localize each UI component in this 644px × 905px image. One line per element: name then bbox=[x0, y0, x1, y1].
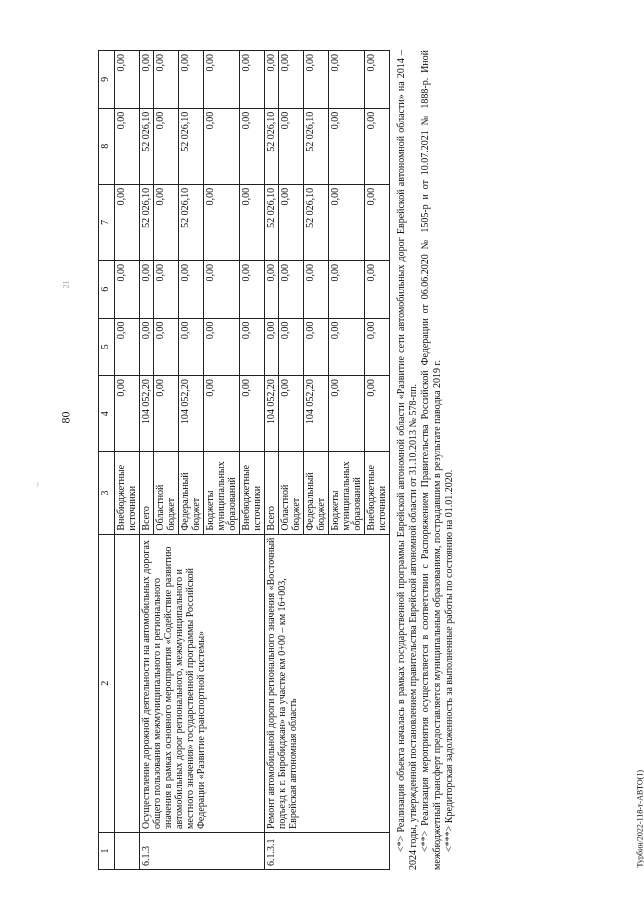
item-name: Осуществление дорожной деятельности на автомобильных дорогах общего пользования межмуниципального и регионального значения в рамках основного мероприятия «Содействие развитию автомобильных дорог регионального, межмуниципального и местного значения» государственной программы Российской Федерации «Развитие транспортной системы» bbox=[140, 534, 265, 832]
value-cell: 52 026,10 bbox=[140, 184, 154, 260]
funding-source: Федеральный бюджет bbox=[304, 452, 329, 534]
table-row bbox=[265, 51, 279, 870]
value-cell: 0,00 bbox=[265, 51, 279, 109]
value-cell: 104 052,20 bbox=[140, 376, 154, 452]
value-cell: 52 026,10 bbox=[179, 184, 204, 260]
value-cell: 0,00 bbox=[154, 184, 179, 260]
column-header: 1 bbox=[99, 832, 115, 869]
funding-source: Федеральный бюджет bbox=[179, 452, 204, 534]
value-cell: 104 052,20 bbox=[265, 376, 279, 452]
footnote: <**> Реализация мероприятия осуществляется в соответствии с Распоряжением Правительства Российской Федерации от 06.06.2020 № 1505-р и от 10.07.2021 № 1888-р. Иной межбюджетный трансферт предоставляется муниципальным образованиям, пострадавшим в результате паводка 2019 г. bbox=[420, 50, 443, 870]
value-cell: 0,00 bbox=[115, 51, 140, 109]
scan-mark: 21 bbox=[61, 280, 71, 289]
value-cell: 0,00 bbox=[154, 108, 179, 184]
value-cell: 0,00 bbox=[179, 318, 204, 376]
value-cell: 0,00 bbox=[329, 260, 365, 318]
value-cell: 0,00 bbox=[329, 318, 365, 376]
value-cell: 0,00 bbox=[365, 260, 390, 318]
funding-source: Всего bbox=[265, 452, 279, 534]
column-header: 6 bbox=[99, 260, 115, 318]
value-cell: 0,00 bbox=[204, 318, 240, 376]
page-number: 80 bbox=[58, 411, 73, 424]
funding-source: Бюджеты муниципальных образований bbox=[204, 452, 240, 534]
value-cell: 0,00 bbox=[179, 51, 204, 109]
value-cell: 0,00 bbox=[265, 318, 279, 376]
value-cell: 0,00 bbox=[240, 108, 265, 184]
footnotes bbox=[396, 50, 456, 870]
footnote: <*> Реализация объекта началась в рамках государственной программы Еврейской автономной области «Развитие сети автомобильных дорог Еврейской автономной области» на 2014 – 2024 годы, утвержденной постановлением правительства Еврейской автономной области от 31.10.2013 № 578-пп. bbox=[396, 50, 419, 870]
value-cell: 0,00 bbox=[279, 108, 304, 184]
value-cell: 104 052,20 bbox=[304, 376, 329, 452]
rotated-page-content bbox=[98, 50, 538, 870]
value-cell: 0,00 bbox=[240, 376, 265, 452]
item-name: Ремонт автомобильной дороги регионального значения «Восточный подъезд к г. Биробиджан» на участке км 0+00 – км 16+003, Еврейская автономная область bbox=[265, 534, 390, 832]
value-cell: 52 026,10 bbox=[179, 108, 204, 184]
column-header: 3 bbox=[99, 452, 115, 534]
value-cell: 0,00 bbox=[365, 184, 390, 260]
value-cell: 0,00 bbox=[115, 376, 140, 452]
value-cell: 0,00 bbox=[154, 376, 179, 452]
value-cell: 0,00 bbox=[240, 184, 265, 260]
value-cell: 52 026,10 bbox=[265, 108, 279, 184]
value-cell: 0,00 bbox=[304, 260, 329, 318]
value-cell: 0,00 bbox=[154, 51, 179, 109]
table-sections bbox=[140, 51, 390, 870]
value-cell: 52 026,10 bbox=[140, 108, 154, 184]
value-cell: 0,00 bbox=[115, 108, 140, 184]
funding-source: Внебюджетные источники bbox=[240, 452, 265, 534]
value-cell: 0,00 bbox=[179, 260, 204, 318]
value-cell: 0,00 bbox=[204, 260, 240, 318]
funding-source: Всего bbox=[140, 452, 154, 534]
column-header: 5 bbox=[99, 318, 115, 376]
value-cell: 0,00 bbox=[304, 318, 329, 376]
budget-table bbox=[98, 50, 390, 870]
value-cell: 0,00 bbox=[154, 260, 179, 318]
column-header: 2 bbox=[99, 534, 115, 832]
value-cell: 0,00 bbox=[115, 318, 140, 376]
funding-source: Внебюджетные источники bbox=[115, 452, 140, 534]
value-cell: 0,00 bbox=[240, 51, 265, 109]
scan-mark: ~ bbox=[33, 482, 43, 487]
value-cell: 0,00 bbox=[279, 51, 304, 109]
value-cell: 0,00 bbox=[279, 184, 304, 260]
value-cell: 0,00 bbox=[329, 108, 365, 184]
value-cell: 0,00 bbox=[140, 318, 154, 376]
value-cell: 0,00 bbox=[204, 108, 240, 184]
funding-source: Внебюджетные источники bbox=[365, 452, 390, 534]
column-header: 8 bbox=[99, 108, 115, 184]
value-cell: 0,00 bbox=[140, 260, 154, 318]
funding-source: Областной бюджет bbox=[279, 452, 304, 534]
value-cell: 0,00 bbox=[279, 260, 304, 318]
value-cell: 52 026,10 bbox=[265, 184, 279, 260]
item-code: 6.1.3.1 bbox=[265, 832, 390, 869]
value-cell: 0,00 bbox=[329, 376, 365, 452]
value-cell: 0,00 bbox=[240, 318, 265, 376]
value-cell: 0,00 bbox=[365, 318, 390, 376]
table-header-row bbox=[99, 51, 115, 870]
value-cell: 0,00 bbox=[329, 184, 365, 260]
funding-source: Областной бюджет bbox=[154, 452, 179, 534]
item-code: 6.1.3 bbox=[140, 832, 265, 869]
value-cell: 0,00 bbox=[204, 376, 240, 452]
value-cell: 0,00 bbox=[304, 51, 329, 109]
table-row bbox=[140, 51, 154, 870]
value-cell: 0,00 bbox=[115, 184, 140, 260]
value-cell: 0,00 bbox=[115, 260, 140, 318]
value-cell: 52 026,10 bbox=[304, 184, 329, 260]
column-header: 7 bbox=[99, 184, 115, 260]
funding-source: Бюджеты муниципальных образований bbox=[329, 452, 365, 534]
value-cell: 0,00 bbox=[279, 376, 304, 452]
value-cell: 0,00 bbox=[279, 318, 304, 376]
value-cell: 104 052,20 bbox=[179, 376, 204, 452]
value-cell: 0,00 bbox=[365, 51, 390, 109]
footnote: <***> Кредиторская задолженность за выполненные работы по состоянию на 01.01.2020. bbox=[444, 469, 455, 852]
table-row bbox=[115, 51, 140, 870]
value-cell: 0,00 bbox=[365, 108, 390, 184]
value-cell: 0,00 bbox=[204, 184, 240, 260]
value-cell: 0,00 bbox=[265, 260, 279, 318]
value-cell: 0,00 bbox=[140, 51, 154, 109]
value-cell: 0,00 bbox=[365, 376, 390, 452]
column-header: 9 bbox=[99, 51, 115, 109]
value-cell: 0,00 bbox=[204, 51, 240, 109]
value-cell: 0,00 bbox=[154, 318, 179, 376]
footer-document-code: Турбин/2022-118-т-АВТО(1) bbox=[635, 770, 644, 868]
value-cell: 0,00 bbox=[329, 51, 365, 109]
value-cell: 52 026,10 bbox=[304, 108, 329, 184]
value-cell: 0,00 bbox=[240, 260, 265, 318]
column-header: 4 bbox=[99, 376, 115, 452]
